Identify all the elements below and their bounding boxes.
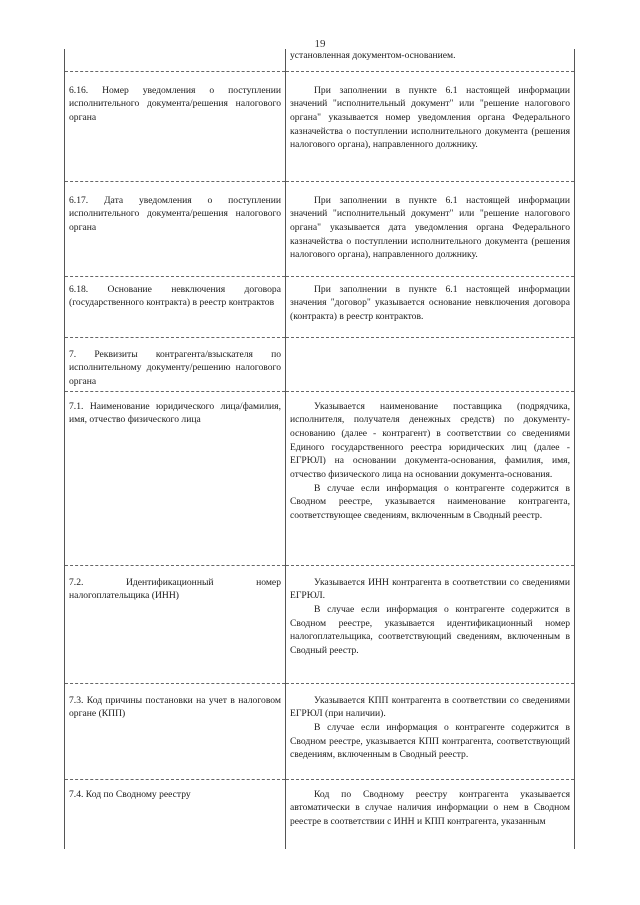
field-name-cell: 7.1. Наименование юридического лица/фамилия, имя, отчество физического лица <box>65 391 286 565</box>
field-name-cell: 7.3. Код причины постановки на учет в налоговом органе (КПП) <box>65 683 286 779</box>
table-row <box>65 181 575 276</box>
field-name-cell: 7.2. Идентификационный номер налогоплательщика (ИНН) <box>65 565 286 683</box>
table-row <box>65 779 575 849</box>
field-description-cell <box>286 337 575 391</box>
field-name-cell <box>65 49 286 71</box>
table-row <box>65 71 575 181</box>
field-name-cell: 6.16. Номер уведомления о поступлении исполнительного документа/решения налогового органа <box>65 71 286 181</box>
field-name-cell: 6.17. Дата уведомления о поступлении исполнительного документа/решения налогового органа <box>65 181 286 276</box>
table-row <box>65 683 575 779</box>
field-description-cell: установленная документом-основанием. <box>286 49 575 71</box>
field-description-cell: Указывается ИНН контрагента в соответствии со сведениями ЕГРЮЛ. В случае если информация о контрагенте содержится в Сводном реестре, указывается идентификационный номер налогоплательщика, соответствующий сведениям, включенным в Сводный реестр. <box>286 565 575 683</box>
field-description-cell: При заполнении в пункте 6.1 настоящей информации значения "договор" указывается основание невключения договора (контракта) в реестр контрактов. <box>286 276 575 337</box>
table-row <box>65 565 575 683</box>
field-description-cell: Указывается КПП контрагента в соответствии со сведениями ЕГРЮЛ (при наличии). В случае если информация о контрагенте содержится в Сводном реестре, указывается КПП контрагента, соответствующий сведениям, включенным в Сводный реестр. <box>286 683 575 779</box>
field-description-cell: При заполнении в пункте 6.1 настоящей информации значений "исполнительный документ" или "решение налогового органа" указывается номер уведомления органа Федерального казначейства о поступлении исполнительного документа (решения налогового органа), направленного должнику. <box>286 71 575 181</box>
table-row <box>65 276 575 337</box>
field-name-cell: 7. Реквизиты контрагента/взыскателя по исполнительному документу/решению налогового органа <box>65 337 286 391</box>
requirements-table <box>64 49 575 849</box>
field-description-cell: При заполнении в пункте 6.1 настоящей информации значений "исполнительный документ" или "решение налогового органа" указывается дата уведомления органа Федерального казначейства о поступлении исполнительного документа (решения налогового органа), направленного должнику. <box>286 181 575 276</box>
table-row <box>65 49 575 71</box>
page-number: 19 <box>314 38 326 50</box>
field-description-cell: Указывается наименование поставщика (подрядчика, исполнителя, получателя денежных средств) по документу-основанию (далее - контрагент) в соответствии со сведениями Единого государственного реестра юридических лиц (далее - ЕГРЮЛ) на основании документа-основания, фамилия, имя, отчество физического лица на основании документа-основания. В случае если информация о контрагенте содержится в Сводном реестре, указывается наименование контрагента, соответствующее сведениям, включенным в Сводный реестр. <box>286 391 575 565</box>
field-description-cell: Код по Сводному реестру контрагента указывается автоматически в случае наличия информации о нем в Сводном реестре в соответствии с ИНН и КПП контрагента, указанным <box>286 779 575 849</box>
field-name-cell: 7.4. Код по Сводному реестру <box>65 779 286 849</box>
table-row <box>65 391 575 565</box>
table-row <box>65 337 575 391</box>
field-name-cell: 6.18. Основание невключения договора (государственного контракта) в реестр контрактов <box>65 276 286 337</box>
